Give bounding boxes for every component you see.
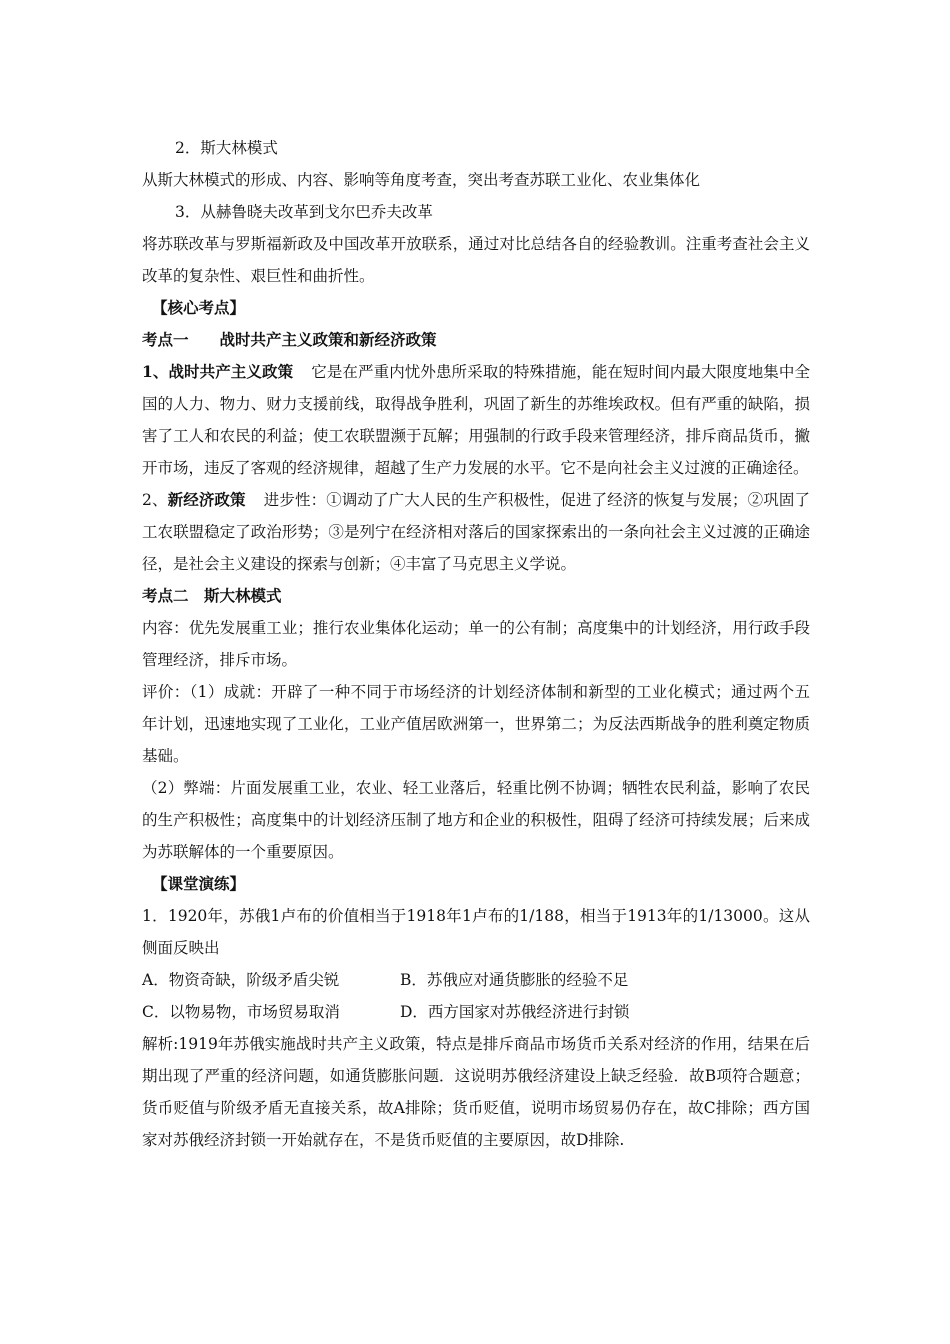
core-heading: 【核心考点】 (152, 298, 246, 317)
point2-eval1: 评价：（1）成就：开辟了一种不同于市场经济的计划经济体制和新型的工业化模式；通过两个五年计划，迅速地实现了工业化，工业产值居欧洲第一，世界第二；为反法西斯战争的胜利奠定物质基础。 (142, 683, 810, 765)
point1-title: 考点一 战时共产主义政策和新经济政策 (142, 330, 437, 349)
point1-sub2-prefix: 2、 (142, 491, 168, 509)
point1-sub2-label: 新经济政策 (167, 490, 246, 509)
point2-eval2: （2）弊端：片面发展重工业，农业、轻工业落后，轻重比例不协调；牺牲农民利益，影响了农民的生产积极性；高度集中的计划经济压制了地方和企业的积极性，阻碍了经济可持续发展；后来成为苏联解体的一个重要原因。 (142, 779, 810, 861)
point1-sub2-text: 进步性：①调动了广大人民的生产积极性，促进了经济的恢复与发展；②巩固了工农联盟稳定了政治形势；③是列宁在经济相对落后的国家探索出的一条向社会主义过渡的正确途径，是社会主义建设的探索与创新；④丰富了马克思主义学说。 (142, 491, 810, 573)
intro-item2-desc: 从斯大林模式的形成、内容、影响等角度考查，突出考查苏联工业化、农业集体化 (142, 171, 701, 189)
q1-stem: 1．1920年，苏俄1卢布的价值相当于1918年1卢布的1/188，相当于1913年的1/13000。这从侧面反映出 (142, 907, 810, 957)
q1-option-c: C．以物易物，市场贸易取消 (142, 1003, 340, 1021)
intro-item2-title: 2．斯大林模式 (175, 139, 278, 157)
intro-item3-desc: 将苏联改革与罗斯福新政及中国改革开放联系，通过对比总结各自的经验教训。注重考查社会主义改革的复杂性、艰巨性和曲折性。 (142, 235, 810, 285)
q1-option-d: D．西方国家对苏俄经济进行封锁 (400, 1003, 630, 1021)
point1-sub2 (142, 484, 810, 580)
point1-sub1-label: 1、战时共产主义政策 (142, 362, 294, 381)
q1-option-b: B．苏俄应对通货膨胀的经验不足 (400, 971, 629, 989)
q1-options-row-2 (142, 996, 810, 1028)
document-body (142, 132, 810, 1156)
q1-analysis: 解析:1919年苏俄实施战时共产主义政策，特点是排斥商品市场货币关系对经济的作用，结果在后期出现了严重的经济问题，如通货膨胀问题．这说明苏俄经济建设上缺乏经验．故B项符合题意；货币贬值与阶级矛盾无直接关系，故A排除；货币贬值，说明市场贸易仍存在，故C排除；西方国家对苏俄经济封锁一开始就存在，不是货币贬值的主要原因，故D排除. (142, 1035, 810, 1149)
practice-heading: 【课堂演练】 (152, 874, 246, 893)
point1-sub1 (142, 356, 810, 484)
q1-options-row-1 (142, 964, 810, 996)
intro-item3-title: 3．从赫鲁晓夫改革到戈尔巴乔夫改革 (175, 203, 433, 221)
point2-title: 考点二 斯大林模式 (142, 586, 282, 605)
point2-content: 内容：优先发展重工业；推行农业集体化运动；单一的公有制；高度集中的计划经济，用行政手段管理经济，排斥市场。 (142, 619, 810, 669)
point1-sub1-text: 它是在严重内忧外患所采取的特殊措施，能在短时间内最大限度地集中全国的人力、物力、财力支援前线，取得战争胜利，巩固了新生的苏维埃政权。但有严重的缺陷，损害了工人和农民的利益；使工农联盟濒于瓦解；用强制的行政手段来管理经济，排斥商品货币，撇开市场，违反了客观的经济规律，超越了生产力发展的水平。它不是向社会主义过渡的正确途径。 (142, 363, 810, 477)
q1-option-a: A．物资奇缺，阶级矛盾尖锐 (142, 971, 340, 989)
